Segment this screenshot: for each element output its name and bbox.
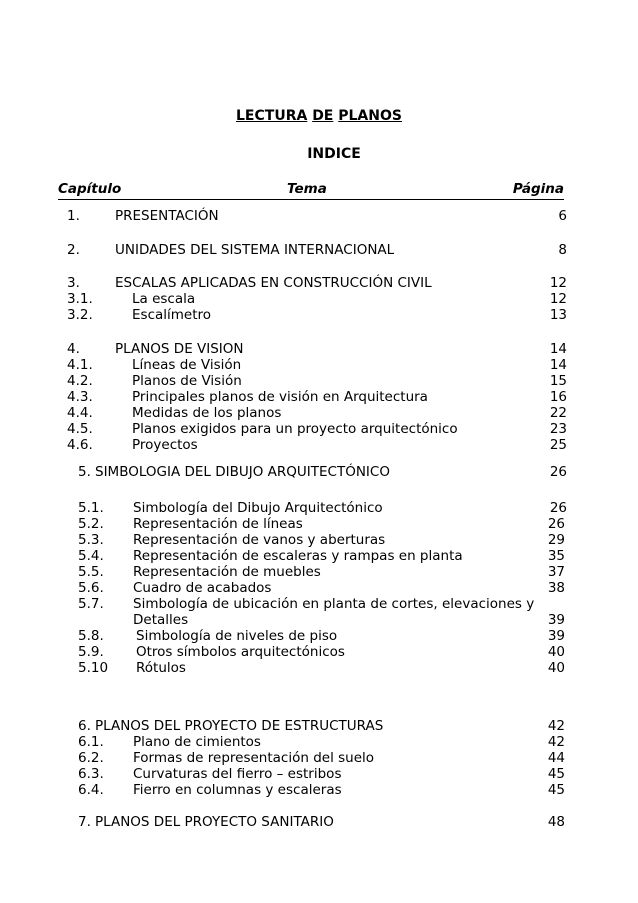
toc-entry-number: 4.3. [67,389,93,405]
toc-entry-page: 12 [549,275,567,291]
toc-entry-page: 45 [547,766,565,782]
toc-entry-number: 4. [67,341,80,357]
toc-entry [0,660,638,677]
toc-entry-page: 25 [549,437,567,453]
toc-entry [0,612,638,629]
toc-entry-number: 7. [78,814,91,830]
toc-entry [0,814,638,831]
toc-entry-title: Plano de cimientos [133,734,261,750]
toc-entry-title: Representación de escaleras y rampas en planta [133,548,463,564]
toc-entry-number: 5.9. [78,644,104,660]
toc-entry [0,766,638,783]
toc-entry-number: 5.3. [78,532,104,548]
toc-entry-title: Representación de muebles [133,564,321,580]
toc-entry-title: PLANOS DEL PROYECTO DE ESTRUCTURAS [95,718,384,734]
toc-entry-page: 42 [547,734,565,750]
document-title [0,108,638,124]
toc-entry-title: Curvaturas del fierro – estribos [133,766,342,782]
toc-entry [0,548,638,565]
index-heading: INDICE [307,146,361,162]
toc-entry-page: 29 [547,532,565,548]
toc-entry-page: 14 [549,341,567,357]
toc-entry [0,564,638,581]
toc-entry-page: 40 [547,644,565,660]
toc-entry [0,750,638,767]
toc-entry-title: Medidas de los planos [132,405,282,421]
toc-entry [0,532,638,549]
toc-entry-number: 3. [67,275,80,291]
toc-entry-title: Simbología de niveles de piso [136,628,338,644]
toc-entry-number: 5.4. [78,548,104,564]
toc-entry-page: 23 [549,421,567,437]
toc-entry-number: 4.4. [67,405,93,421]
toc-entry-title: PLANOS DEL PROYECTO SANITARIO [95,814,334,830]
toc-entry-number: 3.1. [67,291,93,307]
title-word-planos: PLANOS [338,108,402,124]
header-page: Página [512,181,564,197]
toc-entry-title: Escalímetro [132,307,212,323]
toc-entry-page: 12 [549,291,567,307]
toc-entry-page: 39 [547,612,565,628]
toc-entry-title: Principales planos de visión en Arquitectura [132,389,428,405]
toc-entry-number: 4.2. [67,373,93,389]
toc-entry-number: 6.4. [78,782,104,798]
toc-entry-number: 4.5. [67,421,93,437]
toc-entry-page: 6 [558,208,567,224]
toc-entry-number: 5.7. [78,596,104,612]
header-topic: Tema [287,181,327,197]
toc-entry-number: 5.8. [78,628,104,644]
toc-entry-title: ESCALAS APLICADAS EN CONSTRUCCIÓN CIVIL [115,275,432,291]
toc-entry-title: Representación de vanos y aberturas [133,532,386,548]
toc-entry-title: Simbología del Dibujo Arquitectónico [133,500,383,516]
toc-entry [0,421,638,438]
toc-entry-title: UNIDADES DEL SISTEMA INTERNACIONAL [115,242,395,258]
toc-entry-number: 6.3. [78,766,104,782]
toc-entry-title: Rótulos [136,660,186,676]
title-word-lectura: LECTURA [236,108,308,124]
toc-entry [0,208,638,225]
toc-entry-title: PRESENTACIÓN [115,208,219,224]
toc-entry [0,718,638,735]
toc-entry-page: 15 [549,373,567,389]
toc-header [58,181,564,200]
toc-entry-page: 14 [549,357,567,373]
toc-entry [0,580,638,597]
toc-entry [0,596,638,613]
toc-entry-page: 26 [549,464,567,480]
toc-entry-page: 40 [547,660,565,676]
toc-entry-number: 5.10 [78,660,109,676]
toc-entry-title: Planos de Visión [132,373,242,389]
toc-entry [0,275,638,292]
toc-entry-page: 26 [547,516,565,532]
toc-entry-number: 5.1. [78,500,104,516]
toc-entry-title: Fierro en columnas y escaleras [133,782,342,798]
toc-entry-number: 6.1. [78,734,104,750]
toc-entry-page: 16 [549,389,567,405]
toc-entry-page: 26 [549,500,567,516]
toc-entry-title: Otros símbolos arquitectónicos [136,644,345,660]
toc-entry [0,628,638,645]
toc-entry-title: La escala [132,291,196,307]
toc-entry [0,389,638,406]
toc-entry-number: 4.1. [67,357,93,373]
toc-entry-title: SIMBOLOGIA DEL DIBUJO ARQUITECTÓNICO [95,464,390,480]
toc-entry-title: Cuadro de acabados [133,580,272,596]
toc-entry-number: 6.2. [78,750,104,766]
toc-entry [0,405,638,422]
toc-entry [0,437,638,454]
toc-entry-title: Simbología de ubicación en planta de cortes, elevaciones y [133,596,535,612]
toc-entry-title: Proyectos [132,437,198,453]
toc-entry-number: 4.6. [67,437,93,453]
toc-entry-title: PLANOS DE VISION [115,341,244,357]
toc-entry-number: 6. [78,718,91,734]
toc-entry [0,500,638,517]
toc-entry-page: 8 [558,242,567,258]
toc-entry [0,357,638,374]
toc-entry-page: 38 [547,580,565,596]
toc-entry [0,782,638,799]
toc-entry-title: Líneas de Visión [132,357,242,373]
toc-entry-number: 3.2. [67,307,93,323]
toc-entry [0,242,638,259]
toc-entry [0,464,638,481]
toc-entry-number: 5.5. [78,564,104,580]
toc-entry-page: 44 [547,750,565,766]
toc-entry [0,291,638,308]
toc-entry-page: 35 [547,548,565,564]
toc-entry [0,734,638,751]
toc-entry [0,307,638,324]
toc-entry-number: 5.6. [78,580,104,596]
toc-entry-title: Planos exigidos para un proyecto arquitectónico [132,421,458,437]
toc-entry [0,644,638,661]
toc-entry-page: 42 [547,718,565,734]
toc-entry-number: 2. [67,242,80,258]
toc-entry-page: 39 [547,628,565,644]
header-chapter: Capítulo [58,181,122,197]
toc-entry-page: 48 [547,814,565,830]
toc-entry-page: 22 [549,405,567,421]
toc-entry-title: Formas de representación del suelo [133,750,375,766]
toc-entry-number: 1. [67,208,80,224]
toc-entry-page: 45 [547,782,565,798]
toc-entry-title: Representación de líneas [133,516,303,532]
toc-entry [0,373,638,390]
toc-entry [0,341,638,358]
toc-entry [0,516,638,533]
title-word-de: DE [312,108,334,124]
toc-entry-page: 37 [547,564,565,580]
toc-entry-page: 13 [549,307,567,323]
toc-entry-number: 5.2. [78,516,104,532]
toc-entry-title: Detalles [133,612,189,628]
toc-entry-number: 5. [78,464,91,480]
